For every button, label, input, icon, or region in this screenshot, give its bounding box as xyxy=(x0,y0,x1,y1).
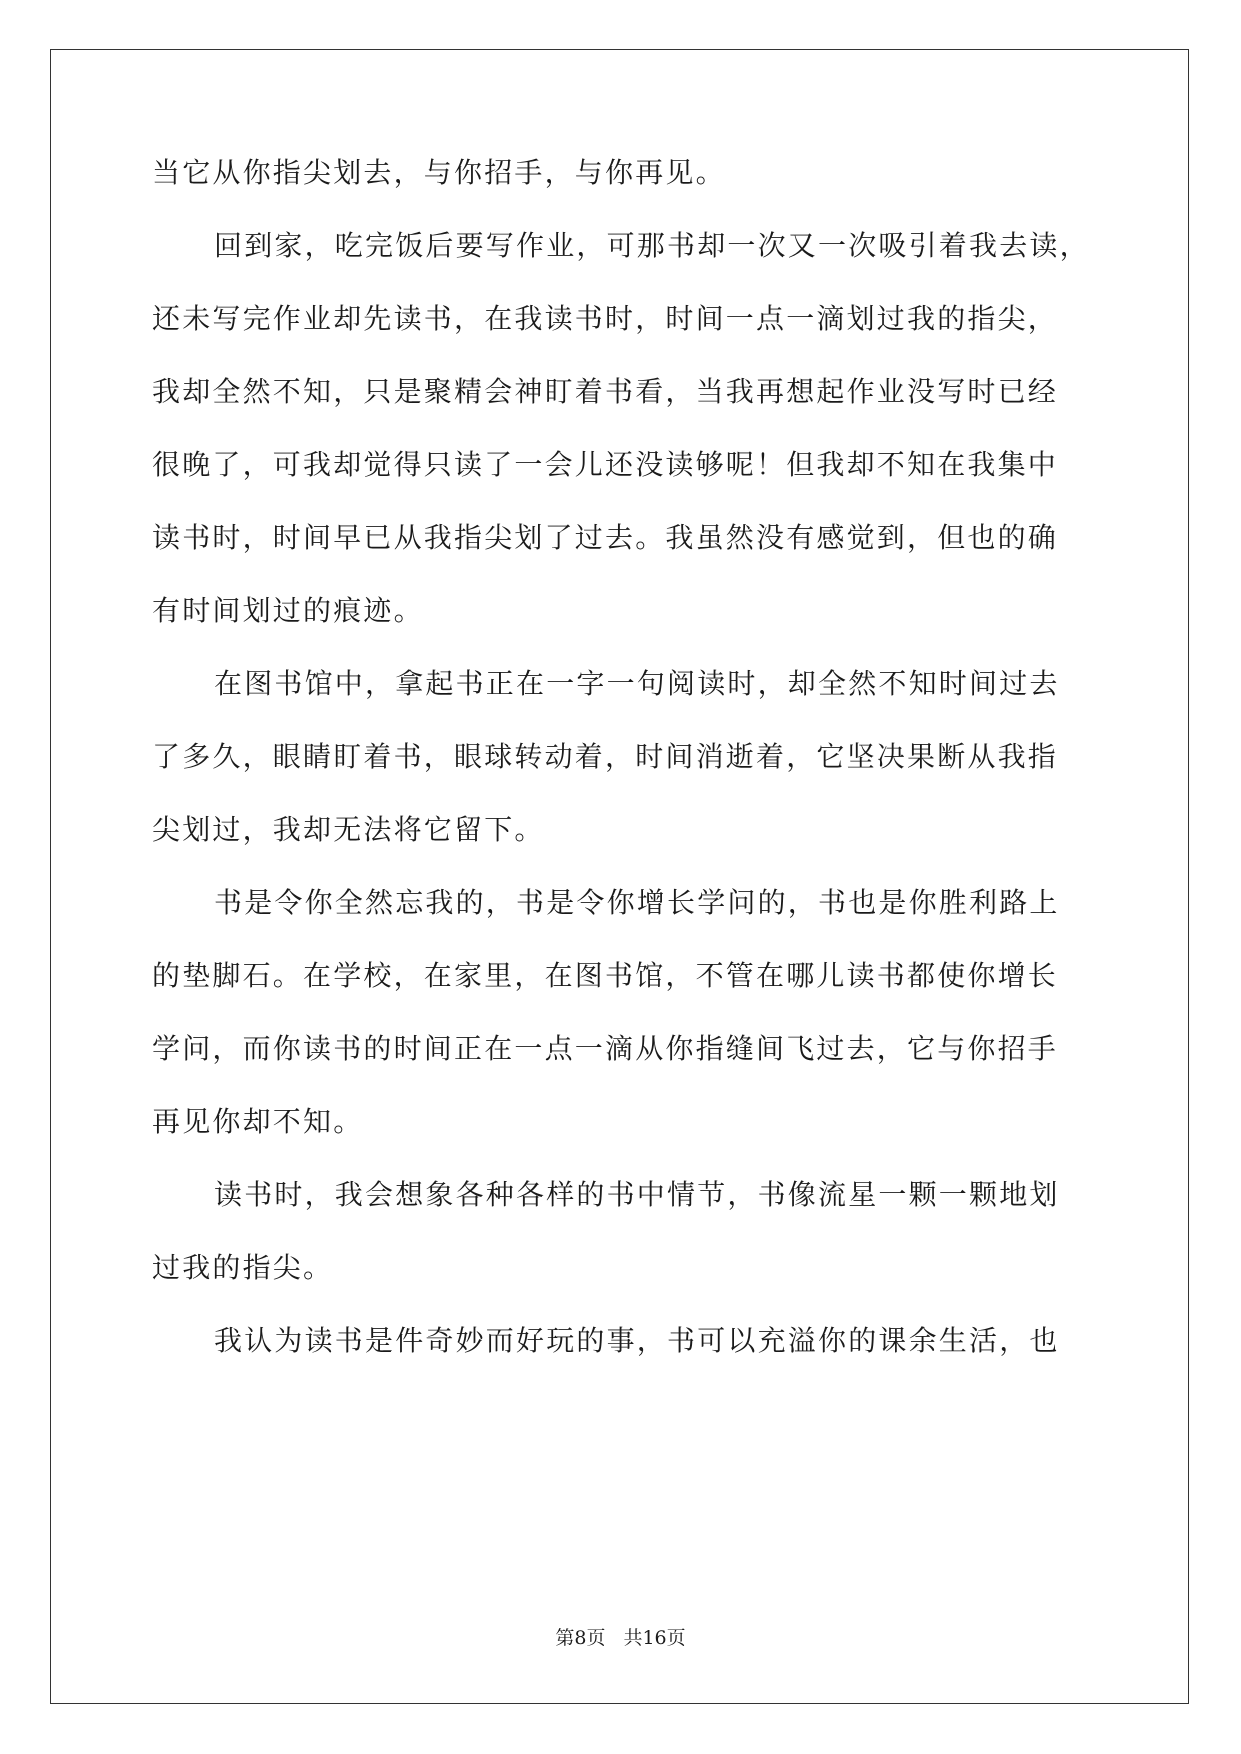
text-line: 的垫脚石。在学校，在家里，在图书馆，不管在哪儿读书都使你增长 xyxy=(152,959,1059,992)
paragraph-start-line: 在图书馆中，拿起书正在一字一句阅读时，却全然不知时间过去 xyxy=(214,667,1060,700)
paragraph-start-line: 我认为读书是件奇妙而好玩的事，书可以充溢你的课余生活，也 xyxy=(214,1324,1060,1357)
text-line: 了多久，眼睛盯着书，眼球转动着，时间消逝着，它坚决果断从我指 xyxy=(152,740,1059,773)
text-line: 还未写完作业却先读书，在我读书时，时间一点一滴划过我的指尖， xyxy=(152,302,1059,335)
text-line: 读书时，时间早已从我指尖划了过去。我虽然没有感觉到，但也的确 xyxy=(152,521,1059,554)
total-page-count: 共16页 xyxy=(623,1627,686,1649)
page-border xyxy=(50,49,1189,1704)
text-line: 当它从你指尖划去，与你招手，与你再见。 xyxy=(152,156,726,189)
current-page-number: 第8页 xyxy=(555,1627,606,1649)
paragraph-start-line: 回到家，吃完饭后要写作业，可那书却一次又一次吸引着我去读， xyxy=(214,229,1090,262)
text-line: 很晚了，可我却觉得只读了一会儿还没读够呢！但我却不知在我集中 xyxy=(152,448,1059,481)
page-footer xyxy=(0,1623,1241,1650)
text-line: 再见你却不知。 xyxy=(152,1105,364,1138)
text-line: 有时间划过的痕迹。 xyxy=(152,594,424,627)
text-line: 学问，而你读书的时间正在一点一滴从你指缝间飞过去，它与你招手 xyxy=(152,1032,1059,1065)
text-line: 过我的指尖。 xyxy=(152,1251,334,1284)
paragraph-start-line: 书是令你全然忘我的，书是令你增长学问的，书也是你胜利路上 xyxy=(214,886,1060,919)
text-line: 尖划过，我却无法将它留下。 xyxy=(152,813,545,846)
text-line: 我却全然不知，只是聚精会神盯着书看，当我再想起作业没写时已经 xyxy=(152,375,1059,408)
paragraph-start-line: 读书时，我会想象各种各样的书中情节，书像流星一颗一颗地划 xyxy=(214,1178,1060,1211)
